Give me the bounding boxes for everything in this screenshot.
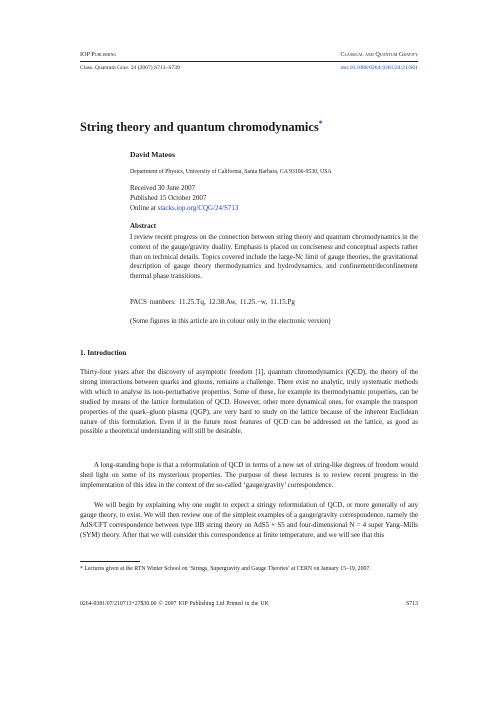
- footer-copyright: 0264-9381/07/210713+27$30.00 © 2007 IOP Publishing Ltd Printed in the UK: [80, 601, 269, 607]
- online-link[interactable]: stacks.iop.org/CQG/24/S713: [157, 204, 239, 213]
- section-heading: 1. Introduction: [80, 349, 127, 357]
- online-prefix: Online at: [130, 204, 158, 213]
- paragraph-3: We will begin by explaining why one ought to expect a stringy reformulation of QCD, or more generally of any gauge theory, to exist. We will then review one of the simplest examples of a gauge/gravity correspondence, namely the AdS/CFT correspondence between type IIB string theory on AdS5 × S5 and four-dimensional N = 4 super Yang–Mills (SYM) theory. After that we will consider this correspondence at finite temperature, and we will see that this: [80, 501, 418, 539]
- journal-name: Classical and Quantum Gravity: [340, 51, 418, 58]
- published-date: Published 15 October 2007: [130, 194, 207, 203]
- paragraph-1: Thirty-four years after the discovery of asymptotic freedom [1], quantum chromodynamics (QCD), the theory of the strong interactions between quarks and gluons, remains a challenge. There exist no analytic, truly systematic methods with which to analyse its non-perturbative properties. Some of these, for example its thermodynamic properties, can be studied by means of the lattice formulation of QCD. However, other more dynamical ones, for example the transport properties of the quark–gluon plasma (QGP), are very hard to study on the lattice because of the inherent Euclidean nature of this formulation. Even if in the future most features of QCD can be addressed on the lattice, as good as possible a theoretical understanding will still be desirable.: [80, 368, 418, 436]
- citation: Class. Quantum Grav. 24 (2007) S713–S739: [80, 65, 180, 71]
- received-date: Received 30 June 2007: [130, 184, 196, 192]
- title-text: String theory and quantum chromodynamics: [80, 120, 319, 134]
- title-footnote-marker[interactable]: *: [318, 118, 323, 128]
- pacs-numbers: PACS numbers: 11.25.Tq, 12.38.Aw, 11.25.−w, 11.15.Pg: [130, 298, 295, 306]
- paragraph-2: A long-standing hope is that a reformulation of QCD in terms of a new set of string-like degrees of freedom would shed light on some of its mysterious properties. The purpose of these lectures is to review recent progress in the implementation of this idea in the context of the so-called ‘gauge/gravity’ correspondence.: [80, 461, 418, 489]
- article-title: [80, 120, 323, 135]
- footnote: * Lectures given at the RTN Winter School on ‘Strings, Supergravity and Gauge Theories’ at CERN on January 15–19, 2007.: [80, 566, 371, 572]
- abstract-text: I review recent progress on the connection between string theory and quantum chromodynamics in the context of the gauge/gravity duality. Emphasis is placed on conciseness and conceptual aspects rather than on technical details. Topics covered include the large-Nc limit of gauge theories, the gravitational description of gauge theory thermodynamics and hydrodynamics, and confinement/deconfinement thermal phase transitions.: [130, 233, 418, 281]
- online-line: [130, 203, 238, 213]
- footnote-rule: [80, 561, 140, 562]
- abstract-heading: Abstract: [130, 222, 157, 230]
- affiliation: Department of Physics, University of California, Santa Barbara, CA 93106-9530, USA: [130, 169, 332, 175]
- author-name: David Mateos: [130, 150, 175, 159]
- colour-note: (Some figures in this article are in colour only in the electronic version): [130, 317, 331, 325]
- publication-dates: [130, 183, 238, 214]
- header-rule: [80, 61, 418, 62]
- doi-link[interactable]: doi:10.1088/0264-9381/24/21/S01: [340, 65, 418, 71]
- page-number: S713: [406, 601, 418, 607]
- publisher-name: IOP Publishing: [80, 51, 117, 58]
